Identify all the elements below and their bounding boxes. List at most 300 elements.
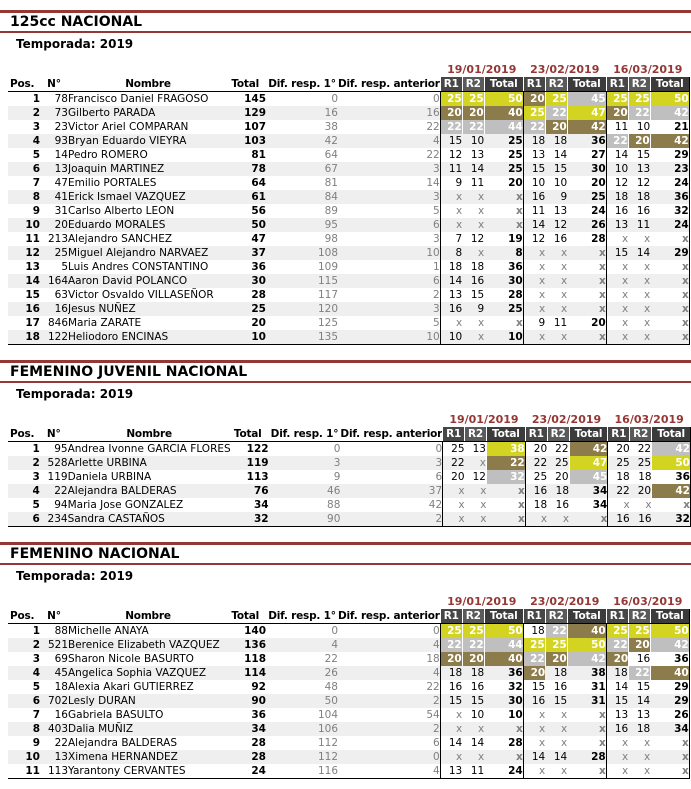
race-r1-cell: 8 [440,246,462,260]
total-points-cell: 28 [251,751,266,763]
standings-table [8,413,691,527]
rider-name-cell: Dalia MUÑIZ [68,723,134,735]
race-r2-cell: 22 [545,106,567,120]
race-r1-cell: 14 [606,680,628,694]
table-row [8,260,689,274]
rider-name-cell: Emilio PORTALES [68,177,157,189]
gap-to-leader-cell: 89 [324,205,338,217]
table-row [8,274,689,288]
race-r2-cell: 22 [545,624,567,639]
rider-name-cell: Miguel Alejandro NARVAEZ [68,247,209,259]
column-header-r2: R2 [628,609,650,624]
race-r2-cell: 20 [462,652,484,666]
race-r1-cell: 22 [525,456,547,470]
race-r2-cell: 18 [638,471,652,483]
race-day-total-cell: 24 [591,205,606,217]
race-day-total-cell: 30 [591,163,606,175]
column-header-name: Nombre [68,77,228,92]
race-day-total-cell: 40 [484,652,523,666]
rider-number-cell: 16 [54,709,68,721]
gap-to-previous-cell: 4 [338,764,440,779]
race-r2-cell: 13 [636,163,651,175]
race-day-total-cell: x [567,764,606,779]
race-day-total-cell: 24 [484,764,523,779]
race-r1-cell: 20 [606,652,628,666]
total-points-cell: 119 [246,457,269,469]
race-day-total-cell: 47 [569,456,608,470]
column-headers [8,77,689,92]
column-header-race-total: Total [567,77,606,92]
race-r1-cell: 25 [440,92,462,107]
column-header-r2: R2 [628,77,650,92]
rider-number-cell: 20 [54,219,68,231]
rider-name-cell: Heliodoro ENCINAS [68,330,228,345]
race-day-total-cell: 22 [486,456,525,470]
race-day-total-cell: 40 [484,106,523,120]
race-day-total-cell: 29 [650,680,689,694]
race-day-total-cell: 34 [592,499,608,511]
rider-name-cell: Daniela URBINA [67,471,152,483]
rider-number-cell: 31 [54,205,68,217]
pos-cell: 10 [25,219,40,231]
table-row [8,652,689,666]
race-r1-cell: 22 [440,120,462,134]
column-headers [8,427,691,442]
race-r1-cell: x [443,484,465,498]
race-r2-cell: 25 [462,624,484,639]
table-row [8,638,689,652]
gap-to-leader-cell: 38 [324,121,338,133]
race-r2-cell: x [480,485,487,497]
table-row [8,680,689,694]
race-r2-cell: x [644,751,651,763]
race-r2-cell: 16 [636,205,651,217]
race-day-total-cell: x [650,750,689,764]
total-points-cell: 92 [251,681,266,693]
gap-to-leader-cell: 95 [324,219,338,231]
race-r1-cell: x [443,512,465,527]
race-r1-cell: x [440,204,462,218]
gap-to-previous-cell: 6 [435,471,443,483]
race-r2-cell: x [478,205,485,217]
total-points-cell: 20 [251,317,266,329]
table-row [8,302,689,316]
rider-number-cell: 41 [54,191,68,203]
rider-name-cell: Arlette URBINA [67,457,147,469]
race-r1-cell: x [523,330,545,345]
column-header-r2: R2 [545,609,567,624]
rider-name-cell: Jesus NUÑEZ [68,303,136,315]
race-r1-cell: 25 [606,92,628,107]
race-day-total-cell: x [650,330,689,345]
race-date-header: 16/03/2019 [613,63,683,76]
race-day-total-cell: x [598,275,606,287]
column-header-race-total: Total [569,427,608,442]
race-r1-cell: 14 [440,274,462,288]
race-day-total-cell: 32 [652,512,691,527]
race-day-total-cell: 10 [484,330,523,345]
table-row [8,148,689,162]
race-r2-cell: 20 [545,120,567,134]
rider-name-cell: Luis Andres CONSTANTINO [68,261,209,273]
race-r2-cell: 11 [470,177,485,189]
table-row [8,218,689,232]
race-day-total-cell: 26 [650,708,689,722]
gap-to-previous-cell: 2 [340,512,442,527]
gap-to-previous-cell: 0 [435,443,443,455]
race-r1-cell: x [523,722,545,736]
gap-to-previous-cell: 3 [433,303,440,315]
pos-cell: 2 [32,107,40,119]
race-r2-cell: x [644,737,651,749]
rider-name-cell: Carlso Alberto LEON [68,205,175,217]
total-points-cell: 64 [251,177,266,189]
pos-cell: 12 [25,247,40,259]
race-r1-cell: 25 [523,106,545,120]
rider-name-cell: Michelle ANAYA [68,625,149,637]
column-header-r1: R1 [525,427,547,442]
gap-to-previous-cell: 4 [433,135,440,147]
pos-cell: 3 [32,121,40,133]
rider-name-cell: Maria Jose GONZALEZ [67,499,184,511]
race-day-total-cell: x [650,736,689,750]
pos-cell: 1 [32,443,40,455]
gap-to-previous-cell: 10 [426,247,440,259]
race-r1-cell: x [606,736,628,750]
column-header-name: Nombre [68,427,231,442]
table-row [8,764,689,779]
table-body [8,92,689,345]
column-header-r1: R1 [523,77,545,92]
race-r1-cell: 18 [525,498,547,512]
gap-to-leader-cell: 3 [333,457,341,469]
rider-name-cell: Berenice Elizabeth VAZQUEZ [68,639,220,651]
rider-name-cell: Francisco Daniel FRAGOSO [68,93,209,105]
column-header-dif-prev: Dif. resp. anterior [340,428,443,440]
gap-to-previous-cell: 2 [433,289,440,301]
race-day-total-cell: x [515,205,523,217]
race-day-total-cell: 42 [567,652,606,666]
race-r2-cell: 13 [636,709,651,721]
race-r1-cell: x [523,260,545,274]
pos-cell: 18 [8,330,40,345]
gap-to-previous-cell: 5 [433,205,440,217]
race-r2-cell: 15 [553,163,568,175]
race-r1-cell: 11 [523,204,545,218]
rider-number-cell: 521 [47,639,68,651]
dates-row [8,63,689,77]
race-r1-cell: x [606,302,628,316]
rider-name-cell: Bryan Eduardo VIEYRA [68,135,187,147]
race-r2-cell: 22 [628,106,650,120]
gap-to-previous-cell: 3 [433,191,440,203]
table-row [8,190,689,204]
total-points-cell: 36 [251,709,266,721]
rider-name-cell: Alejandro SANCHEZ [68,233,173,245]
race-r1-cell: x [523,302,545,316]
race-day-total-cell: x [567,330,606,345]
race-r2-cell: 16 [555,499,570,511]
gap-to-leader-cell: 0 [331,93,338,105]
race-r1-cell: 9 [523,316,545,330]
table-row [8,204,689,218]
total-points-cell: 145 [244,93,266,105]
column-header-r1: R1 [606,77,628,92]
dates-row [8,413,691,427]
rider-name-cell: Yarantony CERVANTES [68,764,228,779]
race-r2-cell: x [561,289,568,301]
race-day-total-cell: 42 [650,106,689,120]
race-r2-cell: 25 [462,92,484,107]
column-header-r2: R2 [465,427,487,442]
standings-table [8,63,690,345]
race-day-total-cell: 28 [508,737,523,749]
race-day-total-cell: 34 [592,485,608,497]
rider-number-cell: 78 [54,93,68,105]
race-day-total-cell: 29 [650,246,689,260]
race-day-total-cell: 25 [591,191,606,203]
race-r2-cell: x [644,233,651,245]
race-r1-cell: 16 [523,190,545,204]
race-r2-cell: 15 [636,149,651,161]
table-row [8,316,689,330]
race-r2-cell: 16 [553,233,568,245]
race-r1-cell: x [523,274,545,288]
race-r1-cell: 25 [525,470,547,484]
race-r2-cell: x [644,289,651,301]
pos-cell: 8 [32,191,40,203]
column-header-pos: Pos. [8,427,40,442]
rider-number-cell: 25 [54,247,68,259]
rider-number-cell: 5 [61,261,68,273]
pos-cell: 2 [32,639,40,651]
pos-cell: 13 [25,261,40,273]
race-r1-cell: 12 [440,148,462,162]
rider-number-cell: 18 [54,681,68,693]
table-row [8,162,689,176]
gap-to-leader-cell: 106 [317,723,338,735]
race-r2-cell: 22 [462,120,484,134]
race-r2-cell: x [478,191,485,203]
race-r2-cell: 9 [477,303,485,315]
rider-number-cell: 94 [54,499,68,511]
race-r1-cell: 22 [440,638,462,652]
race-day-total-cell: 40 [650,666,689,680]
race-day-total-cell: 36 [652,470,691,484]
gap-to-leader-cell: 108 [317,247,338,259]
race-r1-cell: 16 [606,722,628,736]
column-header-race-total: Total [650,77,689,92]
race-day-total-cell: x [650,232,689,246]
race-r1-cell: 15 [440,134,462,148]
gap-to-leader-cell: 125 [317,317,338,329]
race-r1-cell: 20 [523,666,545,680]
race-day-total-cell: x [598,289,606,301]
total-points-cell: 78 [251,163,266,175]
total-points-cell: 76 [253,485,269,497]
column-header-race-total: Total [652,427,691,442]
rider-number-cell: 47 [54,177,68,189]
race-date-header: 23/02/2019 [531,413,602,426]
race-r1-cell: 15 [440,694,462,708]
race-day-total-cell: 28 [591,751,606,763]
race-r2-cell: 12 [636,177,651,189]
race-date-header: 16/03/2019 [614,413,684,426]
race-r2-cell: 18 [553,135,568,147]
gap-to-leader-cell: 112 [317,751,338,763]
rider-number-cell: 213 [47,233,68,245]
rider-number-cell: 164 [47,275,68,287]
race-r1-cell: 20 [525,442,547,457]
race-day-total-cell: 20 [591,177,606,189]
race-day-total-cell: 28 [508,289,523,301]
rider-name-cell: Alexia Akari GUTIERREZ [68,681,194,693]
total-points-cell: 28 [251,289,266,301]
race-r1-cell: 18 [608,470,630,484]
race-r1-cell: x [440,708,462,722]
table-row [8,456,691,470]
race-r1-cell: 13 [523,148,545,162]
table-row [8,92,689,107]
race-r2-cell: 18 [553,667,568,679]
pos-cell: 3 [32,653,40,665]
race-day-total-cell: 42 [569,442,608,457]
race-r2-cell: x [644,261,651,273]
table-row [8,232,689,246]
rider-number-cell: 119 [47,471,68,483]
gap-to-previous-cell: 3 [433,233,440,245]
race-r2-cell: 13 [472,443,486,455]
total-points-cell: 37 [251,247,266,259]
race-r1-cell: 18 [606,190,628,204]
total-points-cell: 56 [251,205,266,217]
total-points-cell: 129 [244,107,266,119]
race-day-total-cell: x [650,288,689,302]
race-r1-cell: x [608,498,630,512]
race-r1-cell: 14 [523,218,545,232]
rider-name-cell: Angelica Sophia VAZQUEZ [68,667,207,679]
race-r2-cell: 11 [553,317,568,329]
pos-cell: 16 [25,303,40,315]
race-r2-cell: 14 [553,149,568,161]
race-day-total-cell: 50 [652,456,691,470]
race-r1-cell: x [523,288,545,302]
race-r1-cell: x [606,274,628,288]
race-day-total-cell: 50 [567,638,606,652]
gap-to-leader-cell: 46 [327,485,341,497]
race-r1-cell: 18 [440,260,462,274]
rider-number-cell: 234 [40,512,68,527]
race-r2-cell: x [478,751,485,763]
gap-to-leader-cell: 88 [327,499,341,511]
rider-name-cell: Eduardo MORALES [68,219,166,231]
race-r2-cell: x [644,303,651,315]
race-day-total-cell: 50 [650,624,689,639]
column-header-r2: R2 [547,427,569,442]
race-r2-cell: x [545,764,567,779]
season-label: Temporada: 2019 [16,37,134,51]
race-day-total-cell: 25 [508,303,523,315]
pos-cell: 4 [32,485,40,497]
column-header-total: Total [228,609,266,624]
gap-to-leader-cell: 50 [324,695,338,707]
gap-to-leader-cell: 90 [269,512,341,527]
race-r1-cell: 14 [606,148,628,162]
race-day-total-cell: 25 [508,149,523,161]
race-r1-cell: 16 [440,302,462,316]
gap-to-previous-cell: 22 [426,681,440,693]
race-day-total-cell: x [598,709,606,721]
race-day-total-cell: x [515,219,523,231]
race-r1-cell: 12 [606,176,628,190]
race-r2-cell: x [478,723,485,735]
rider-name-cell: Lesly DURAN [68,695,136,707]
column-header-total: Total [228,77,266,92]
pos-cell: 6 [32,695,40,707]
race-date-header: 19/01/2019 [447,595,517,608]
race-r2-cell: x [478,317,485,329]
race-day-total-cell: 24 [650,218,689,232]
table-row [8,708,689,722]
race-r2-cell: 9 [560,191,568,203]
race-day-total-cell: x [650,260,689,274]
pos-cell: 9 [32,737,40,749]
race-r1-cell: x [440,750,462,764]
race-r2-cell: x [545,330,567,345]
pos-cell: 8 [32,723,40,735]
race-r2-cell: x [480,499,487,511]
rider-number-cell: 45 [54,667,68,679]
column-header-dif-prev: Dif. resp. anterior [338,610,440,622]
gap-to-leader-cell: 4 [331,639,338,651]
race-r2-cell: x [561,303,568,315]
column-header-r2: R2 [545,77,567,92]
race-day-total-cell: x [515,723,523,735]
race-r1-cell: 22 [443,456,465,470]
race-r1-cell: x [606,330,628,345]
race-r2-cell: 16 [630,512,652,527]
race-day-total-cell: 44 [484,638,523,652]
total-points-cell: 61 [251,191,266,203]
table-head [8,595,689,624]
race-r2-cell: 20 [637,485,652,497]
section-title: 125cc NACIONAL [0,10,691,33]
column-header-race-total: Total [484,77,523,92]
race-day-total-cell: 38 [486,442,525,457]
race-r2-cell: 16 [636,653,651,665]
race-r2-cell: 15 [470,695,485,707]
race-r2-cell: 22 [555,443,569,455]
race-r1-cell: 15 [523,162,545,176]
race-r1-cell: 22 [606,638,628,652]
gap-to-leader-cell: 112 [317,737,338,749]
race-day-total-cell: 26 [591,219,606,231]
gap-to-previous-cell: 37 [428,485,443,497]
race-day-total-cell: 42 [652,442,691,457]
gap-to-leader-cell: 81 [324,177,338,189]
gap-to-leader-cell: 0 [331,625,338,637]
race-r2-cell: 16 [553,681,568,693]
season-label: Temporada: 2019 [16,569,134,583]
race-r1-cell: 14 [440,736,462,750]
total-points-cell: 36 [251,261,266,273]
race-r2-cell: 20 [555,471,569,483]
race-r2-cell: x [561,247,568,259]
column-header-name: Nombre [68,609,228,624]
gap-to-previous-cell: 2 [433,723,440,735]
column-headers [8,609,689,624]
pos-cell: 6 [32,163,40,175]
